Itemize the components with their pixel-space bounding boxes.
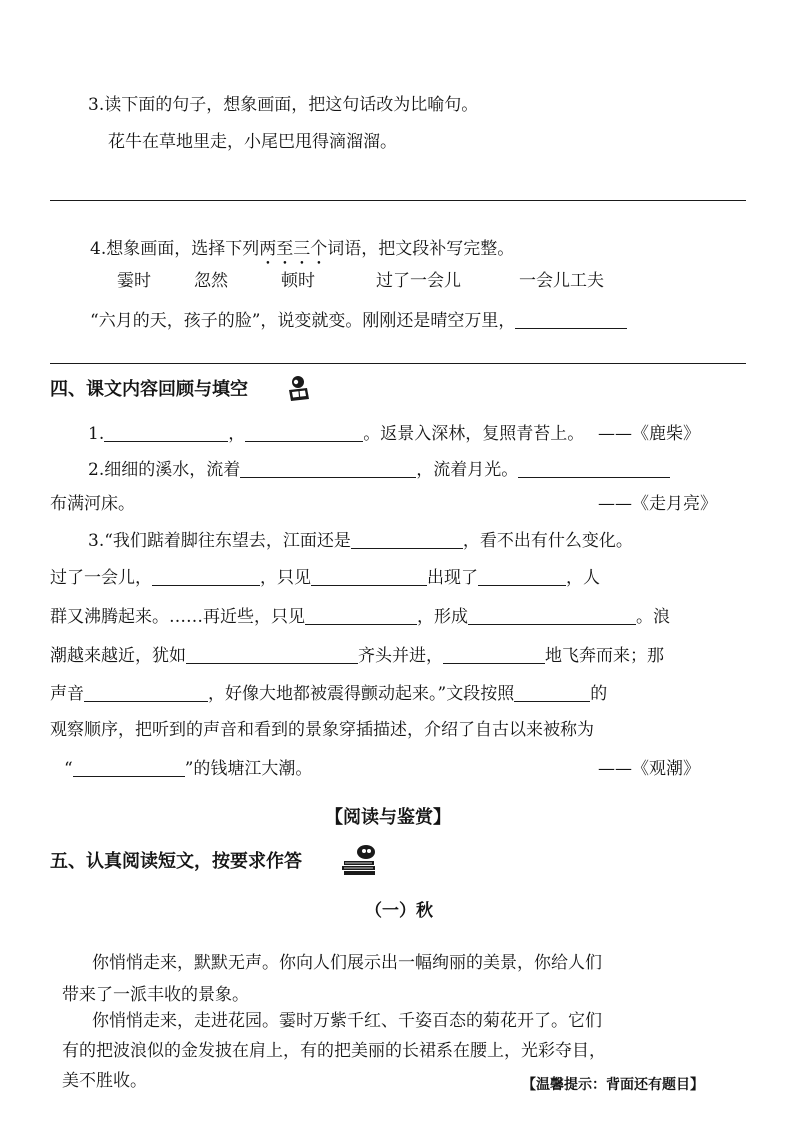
s4-item3-source: ——《观潮》 <box>598 759 700 779</box>
q4-word-3: 顿时 <box>281 271 315 291</box>
s4-item3-line4: 潮越来越近，犹如 齐头并进， 地飞奔而来；那 <box>50 646 664 666</box>
q4-passage: “六月的天，孩子的脸”，说变就变。刚刚还是晴空万里， <box>90 313 627 330</box>
passage-p1-line1: 你悄悄走来，默默无声。你向人们展示出一幅绚丽的美景，你给人们 <box>92 953 602 973</box>
q4-word-2: 忽然 <box>194 271 228 291</box>
s4-item2-blank-1[interactable] <box>240 476 416 478</box>
q3-sentence: 花牛在草地里走，小尾巴甩得滴溜溜。 <box>108 132 397 152</box>
s4-item3-blank-9[interactable] <box>84 700 208 702</box>
s4-item3-line3: 群又沸腾起来。……再近些，只见 ，形成 。浪 <box>50 607 670 627</box>
s4-item2-blank-2[interactable] <box>518 476 670 478</box>
passage-p2-line1: 你悄悄走来，走进花园。霎时万紫千红、千姿百态的菊花开了。它们 <box>92 1011 602 1031</box>
s4-item1-source: ——《鹿柴》 <box>598 424 700 444</box>
s4-item1-blank-1[interactable] <box>104 440 228 442</box>
s4-item3-blank-4[interactable] <box>478 584 566 586</box>
s4-item3-blank-10[interactable] <box>514 700 590 702</box>
s4-item3-blank-1[interactable] <box>351 547 463 549</box>
reading-books-icon <box>338 843 382 877</box>
q4-word-4: 过了一会儿 <box>376 271 461 291</box>
s4-item3-line6: 观察顺序，把听到的声音和看到的景象穿插描述，介绍了自古以来被称为 <box>50 720 594 740</box>
passage-p1-line2: 带来了一派丰收的景象。 <box>62 985 249 1005</box>
s4-item3-blank-5[interactable] <box>305 623 417 625</box>
q3-answer-line[interactable] <box>50 200 746 201</box>
q4-emphasis: 两至三个 <box>259 239 328 259</box>
s4-item1-blank-2[interactable] <box>245 440 363 442</box>
q4-word-1: 霎时 <box>117 271 151 291</box>
s4-item3-blank-8[interactable] <box>443 662 545 664</box>
q3-prompt: 3.读下面的句子，想象画面，把这句话改为比喻句。 <box>88 95 479 115</box>
q4-blank[interactable] <box>515 327 627 329</box>
s4-item3-line5: 声音 ，好像大地都被震得颤动起来。”文段按照 的 <box>50 684 608 704</box>
s4-item2-line2: 布满河床。 <box>50 494 135 514</box>
s4-item3-blank-11[interactable] <box>73 775 185 777</box>
q4-answer-line[interactable] <box>50 363 746 364</box>
s4-item3-line2: 过了一会儿， ，只见 出现了 ，人 <box>50 568 600 588</box>
reading-section-title: 【阅读与鉴赏】 <box>325 807 451 828</box>
s4-item3-line1: 3.“我们踮着脚往东望去，江面还是 ，看不出有什么变化。 <box>88 531 633 551</box>
warm-tip: 【温馨提示：背面还有题目】 <box>522 1077 704 1093</box>
passage-p2-line3: 美不胜收。 <box>62 1071 147 1091</box>
q4-word-5: 一会儿工夫 <box>519 271 604 291</box>
passage-p2-line2: 有的把波浪似的金发披在肩上，有的把美丽的长裙系在腰上，光彩夺目， <box>62 1041 606 1061</box>
s4-item1: 1. ， 。返景入深林，复照青苔上。 <box>88 424 585 444</box>
passage-title: （一）秋 <box>365 901 433 921</box>
section4-heading: 四、课文内容回顾与填空 <box>50 379 248 400</box>
s4-item3-blank-6[interactable] <box>468 623 636 625</box>
s4-item2: 2.细细的溪水，流着 ，流着月光。 <box>88 462 670 479</box>
s4-item2-source: ——《走月亮》 <box>598 494 717 514</box>
s4-item3-blank-7[interactable] <box>186 662 358 664</box>
s4-item3-blank-2[interactable] <box>152 584 260 586</box>
s4-item3-blank-3[interactable] <box>311 584 427 586</box>
s4-item3-line7: “ ”的钱塘江大潮。 <box>64 759 313 779</box>
child-reading-icon <box>284 374 314 404</box>
q4-prompt: 4.想象画面，选择下列两至三个词语，把文段补写完整。 <box>90 239 515 259</box>
section5-heading: 五、认真阅读短文，按要求作答 <box>50 851 302 872</box>
